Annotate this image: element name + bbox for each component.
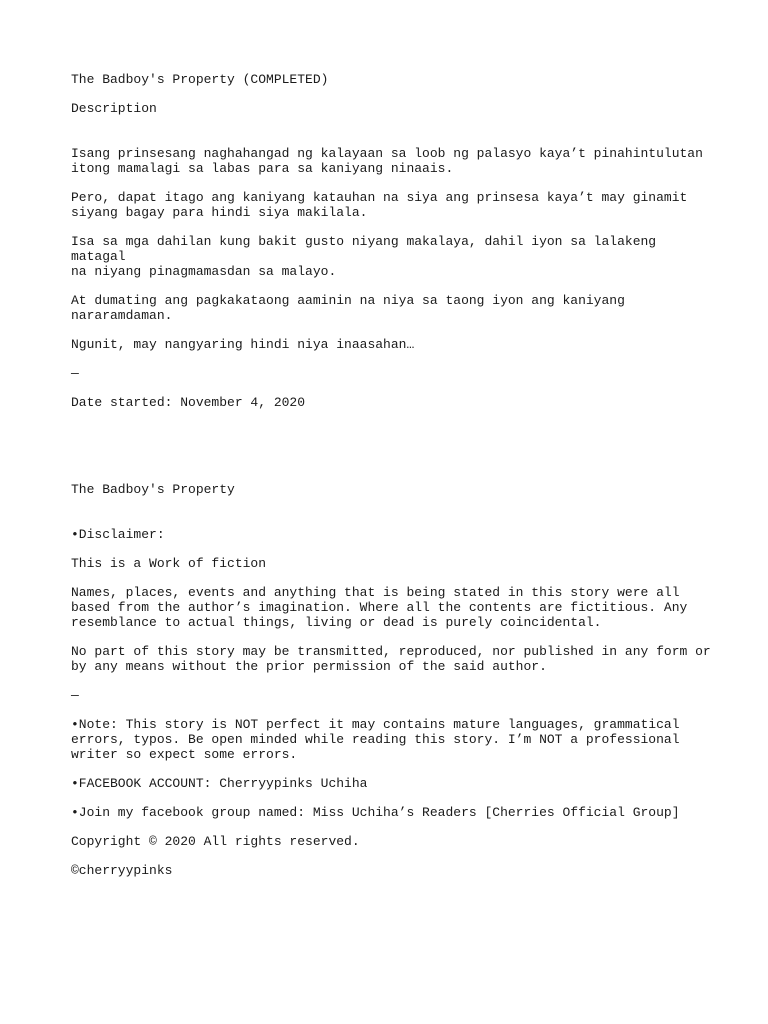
- facebook-group: •Join my facebook group named: Miss Uchiha’s Readers [Cherries Official Group]: [71, 805, 680, 820]
- description-label: Description: [71, 101, 157, 116]
- disclaimer-body-2: No part of this story may be transmitted, reproduced, nor published in any form or by any means without the prior permission of the said author.: [71, 644, 711, 674]
- description-paragraph-2: Pero, dapat itago ang kaniyang katauhan na siya ang prinsesa kaya’t may ginamit siyang bagay para hindi siya makilala.: [71, 190, 688, 220]
- facebook-account: •FACEBOOK ACCOUNT: Cherryypinks Uchiha: [71, 776, 368, 791]
- separator-2: —: [71, 688, 79, 703]
- document-page: [71, 72, 711, 878]
- description-paragraph-1: Isang prinsesang naghahangad ng kalayaan sa loob ng palasyo kaya’t pinahintulutan itong mamalagi sa labas para sa kaniyang ninaais.: [71, 146, 703, 176]
- disclaimer-label: •Disclaimer:: [71, 527, 165, 542]
- disclaimer-body-1: Names, places, events and anything that is being stated in this story were all based from the author’s imagination. Where all the contents are fictitious. Any resemblance to actual things, living or dead is purely coincidental.: [71, 585, 688, 630]
- separator-1: —: [71, 366, 79, 381]
- note-paragraph: •Note: This story is NOT perfect it may contains mature languages, grammatical errors, typos. Be open minded while reading this story. I’m NOT a professional writer so expect some errors.: [71, 717, 680, 762]
- disclaimer-line: This is a Work of fiction: [71, 556, 267, 571]
- description-paragraph-5: Ngunit, may nangyaring hindi niya inaasahan…: [71, 337, 415, 352]
- date-started: Date started: November 4, 2020: [71, 395, 306, 410]
- author-signature: ©cherryypinks: [71, 863, 173, 878]
- copyright-line: Copyright © 2020 All rights reserved.: [71, 834, 360, 849]
- document-title: The Badboy's Property (COMPLETED): [71, 72, 329, 87]
- second-title: The Badboy's Property: [71, 482, 235, 497]
- description-paragraph-3: Isa sa mga dahilan kung bakit gusto niyang makalaya, dahil iyon sa lalakeng matagal na niyang pinagmamasdan sa malayo.: [71, 234, 657, 279]
- description-paragraph-4: At dumating ang pagkakataong aaminin na niya sa taong iyon ang kaniyang nararamdaman.: [71, 293, 625, 323]
